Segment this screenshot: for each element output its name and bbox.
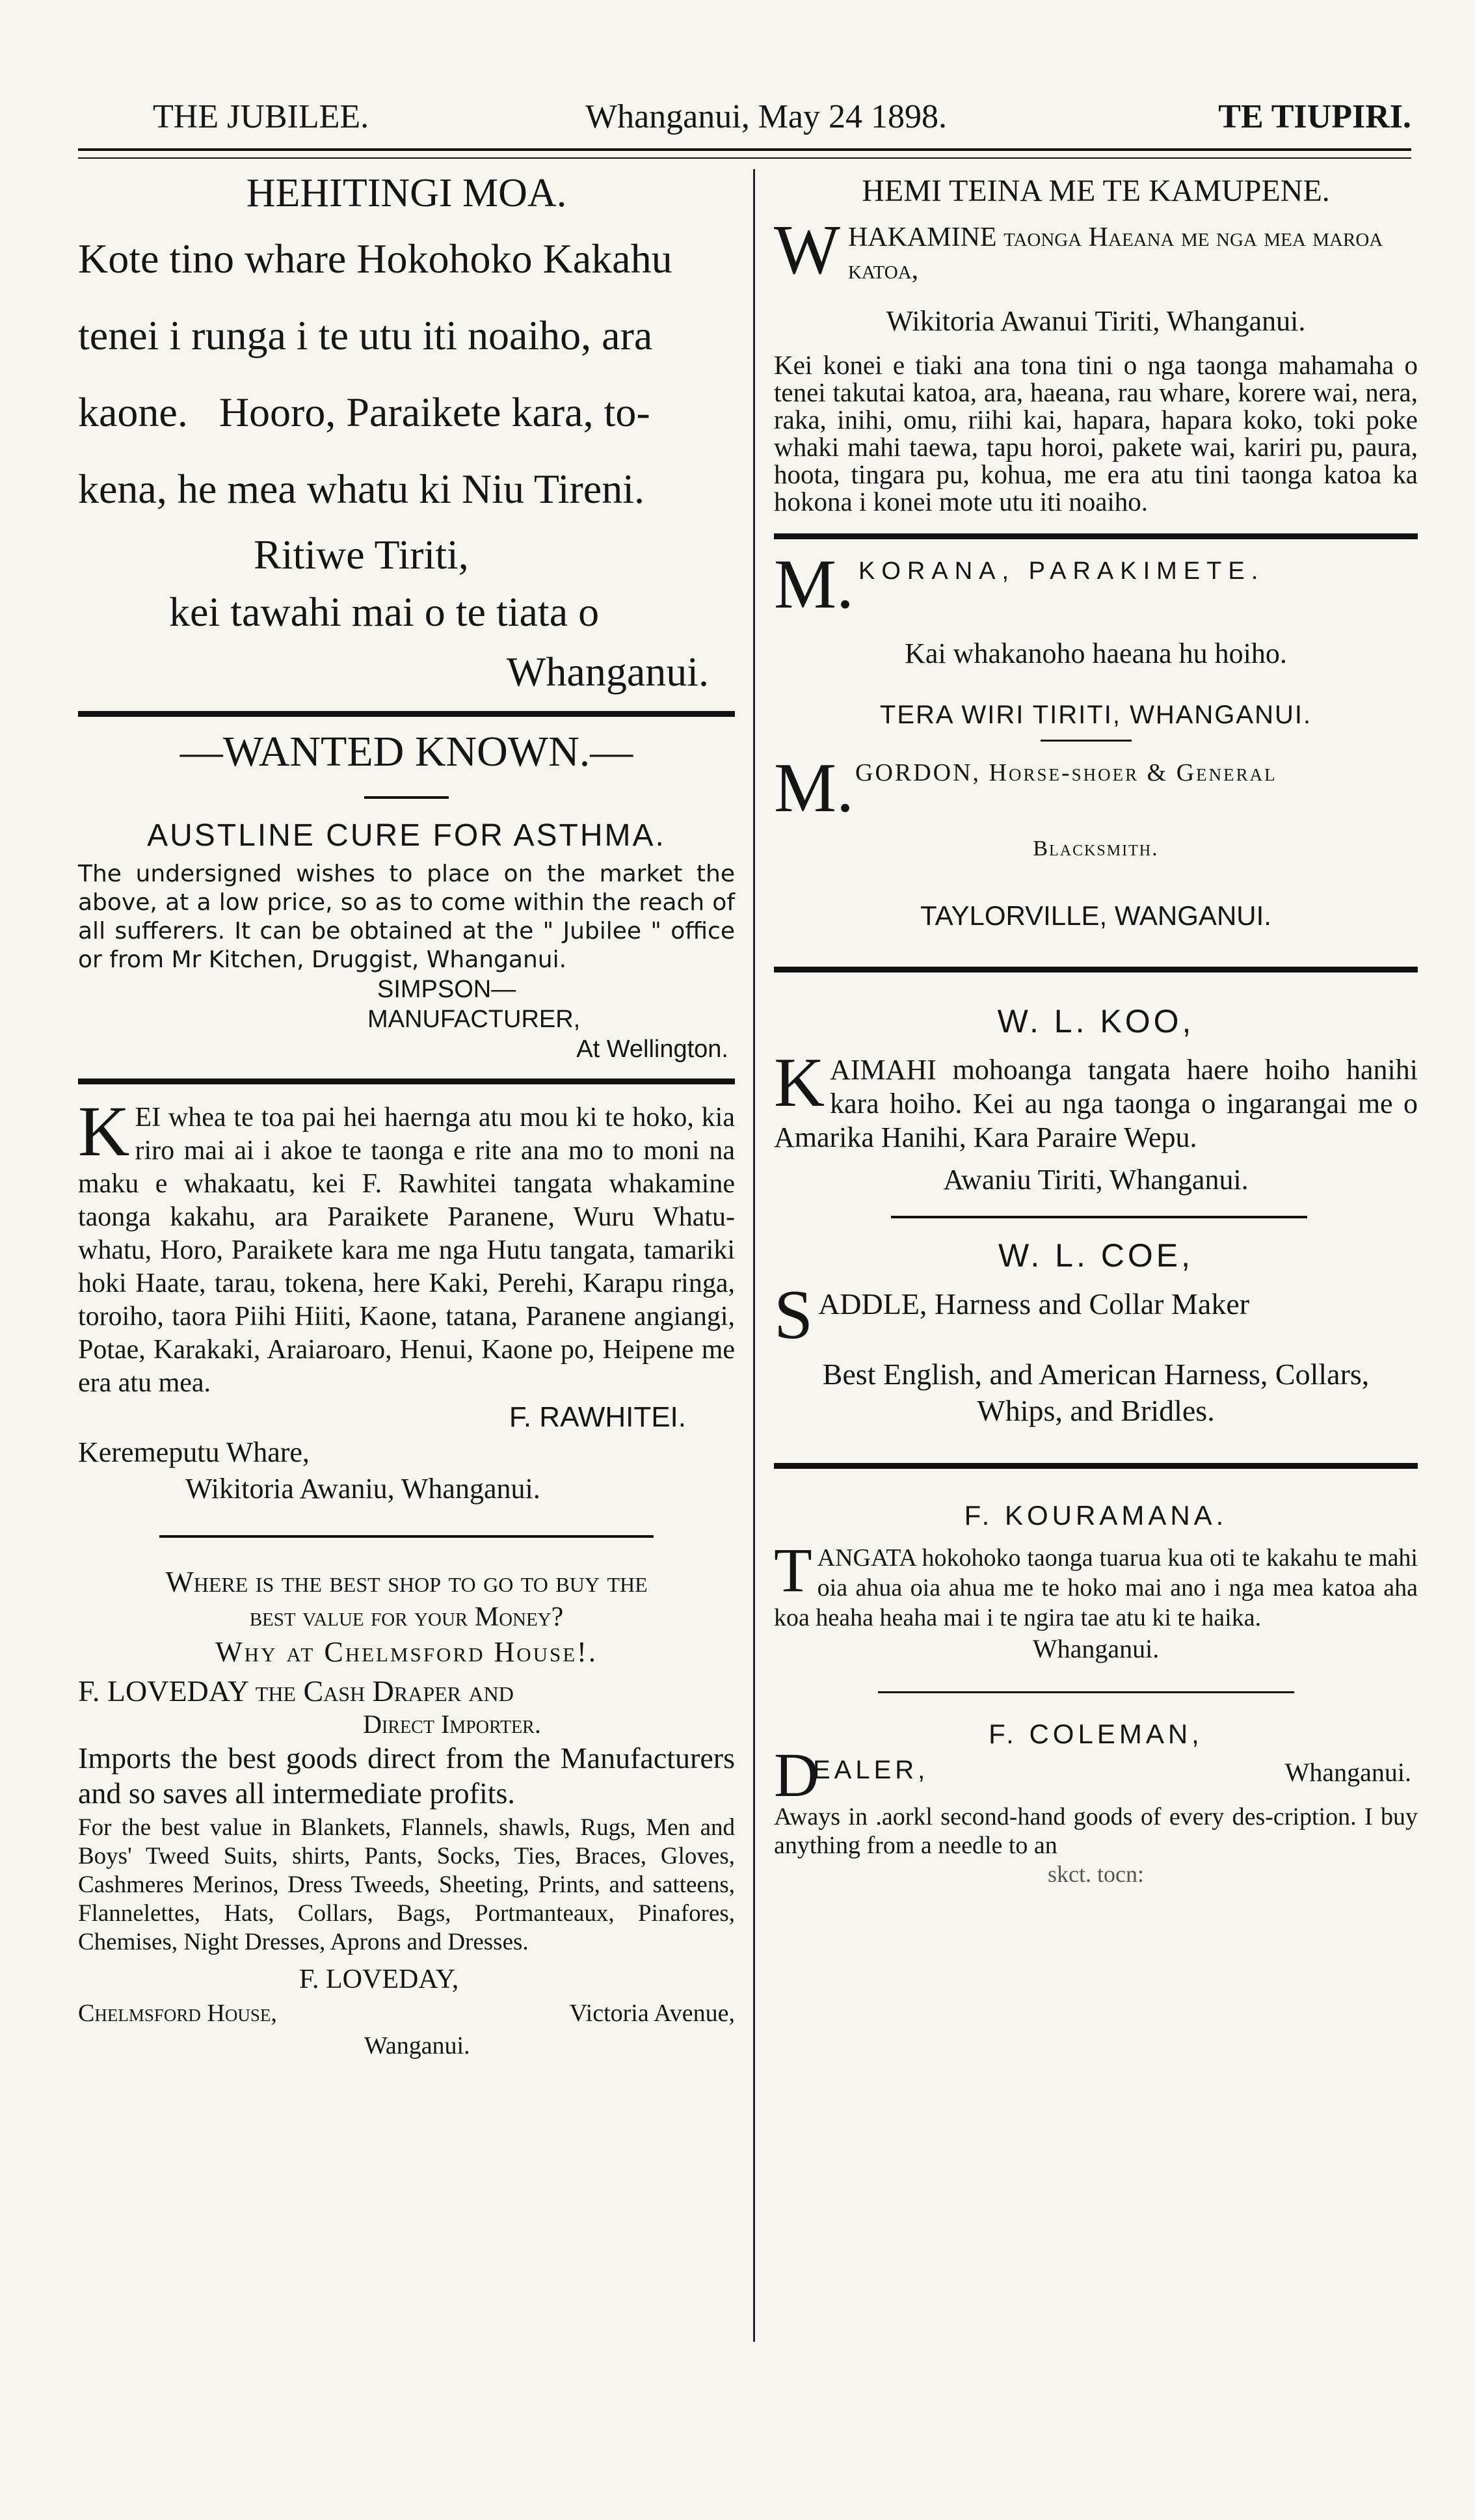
rawhitei-address-1: Keremeputu Whare, (78, 1436, 310, 1468)
rawhitei-address-2: Wikitoria Awaniu, Whanganui. (185, 1473, 540, 1505)
section-rule (774, 533, 1418, 539)
section-rule-thin (891, 1216, 1307, 1218)
hehitingi-line-1: Kote tino whare Hokohoko Kakahu (78, 235, 672, 282)
koo-address: Awaniu Tiriti, Whanganui. (943, 1164, 1249, 1196)
hehitingi-line-4: kena, he mea whatu ki Niu Tireni. (78, 466, 644, 512)
section-rule (774, 1463, 1418, 1469)
loveday-intro-1: Where is the best shop to go to buy the (165, 1565, 648, 1598)
rawhitei-body: EI whea te toa pai hei haernga atu mou ki te hoko, kia riro mai ai i akoe te taonga e rite ana mo to moni na maku e whakaatu, kei F. Rawhitei tangata whakamine taonga kakahu, ara Paraikete Paranene, Wuru Whatu-whatu, Horo, Paraikete kara me nga Hutu tangata, tamariki hoki Haate, tarau, tokena, here Kaki, Perehi, Karapu ringa, toroiho, taora Piihi Hiiti, Kaone, tatana, Paranene angiangi, Potae, Karakaki, Araiaroaro, Henui, Kaone po, Heipene me era atu mea. (78, 1103, 735, 1398)
coe-dropcap: S (774, 1276, 814, 1354)
coleman-last: skct. tocn: (1048, 1861, 1144, 1887)
coe-line: ADDLE, Harness and Collar Maker (818, 1287, 1250, 1320)
rawhitei-body-wrap (78, 1092, 735, 1400)
rawhitei-dropcap: K (78, 1092, 130, 1171)
wanted-body: The undersigned wishes to place on the market the above, at a low price, so as to come within the reach of all sufferers. It can be obtained at the " Jubilee " office or from Mr Kitchen, Druggist, Whanganui. (78, 861, 735, 973)
koo-body-wrap (774, 1044, 1418, 1155)
left-column (78, 170, 735, 2062)
rawhitei-advert (78, 1092, 735, 1508)
koo-heading: W. L. KOO, (997, 1003, 1195, 1039)
coleman-line: EALER, (813, 1756, 929, 1784)
section-rule-thin (878, 1691, 1294, 1693)
loveday-address-left: Chelmsford House, (78, 2000, 277, 2027)
gordon-dropcap: M. (774, 749, 855, 827)
right-column (774, 170, 1418, 1888)
short-rule (1041, 740, 1132, 742)
hehitingi-line-7: Whanganui. (507, 649, 709, 695)
gordon-heading-2: Blacksmith. (1033, 837, 1159, 861)
coleman-heading: F. COLEMAN, (989, 1719, 1203, 1749)
loveday-advert (78, 1564, 735, 2062)
section-rule (774, 967, 1418, 972)
coleman-advert (774, 1717, 1418, 1888)
hemi-location: Wikitoria Awanui Tiriti, Whanganui. (886, 305, 1306, 337)
kouramana-advert (774, 1497, 1418, 1665)
koo-advert (774, 1001, 1418, 1199)
hemi-heading: HEMI TEINA ME TE KAMUPENE. (862, 174, 1330, 208)
korana-line: Kai whakanoho haeana hu hoiho. (905, 637, 1287, 669)
hemi-advert (774, 170, 1418, 515)
coleman-body: Aways in .aorkl second-hand goods of every des-cription. I buy anything from a needle to an (774, 1803, 1418, 1859)
masthead-right-title: TE TIUPIRI. (1218, 98, 1411, 135)
wanted-known-advert (78, 726, 735, 1064)
hehitingi-advert (78, 170, 735, 702)
coleman-dropcap: D (774, 1740, 819, 1810)
gordon-heading: GORDON, Horse-shoer & General (855, 759, 1277, 786)
koo-body: AIMAHI mohoanga tangata haere hoiho hanihi kara hoiho. Kei au nga taonga o ingarangai me o Amarika Hanihi, Kara Paraire Wepu. (774, 1054, 1418, 1153)
hehitingi-line-3: kaone. Hooro, Paraikete kara, to- (78, 389, 650, 435)
section-rule-thin (159, 1535, 654, 1538)
hehitingi-heading: HEHITINGI MOA. (246, 171, 567, 215)
korana-address: TERA WIRI TIRITI, WHANGANUI. (879, 701, 1312, 729)
coe-body: Best English, and American Harness, Collars, Whips, and Bridles. (822, 1358, 1370, 1427)
korana-dropcap: M. (774, 546, 855, 623)
masthead-date: Whanganui, May 24 1898. (585, 98, 948, 135)
loveday-imports: Imports the best goods direct from the Manufacturers and so saves all intermediate profits. (78, 1741, 735, 1810)
kouramana-dropcap: T (774, 1535, 812, 1605)
korana-advert (774, 546, 1418, 742)
coe-line-wrap (774, 1276, 1418, 1354)
kouramana-city: Whanganui. (1032, 1634, 1160, 1663)
hemi-dropcap: W (774, 211, 840, 289)
masthead-rule-secondary (78, 157, 1411, 159)
coe-advert (774, 1235, 1418, 1429)
masthead-rule (78, 148, 1411, 151)
kouramana-body: ANGATA hokohoko taonga tuarua kua oti te kakahu te mahi oia ahua oia ahua me te hoko mai ano i nga mea katoa aha koa heaha heaha mai i te ngira tae atu ki te haika. (774, 1544, 1418, 1631)
loveday-address-city: Wanganui. (364, 2032, 470, 2059)
wanted-sig-1: SIMPSON— (377, 976, 516, 1003)
loveday-address-right: Victoria Avenue, (569, 2000, 735, 2027)
loveday-name-line: F. LOVEDAY the Cash Draper and (78, 1674, 514, 1708)
coe-heading: W. L. COE, (998, 1237, 1194, 1274)
masthead (78, 98, 1411, 156)
wanted-subheading: AUSTLINE CURE FOR ASTHMA. (147, 818, 666, 853)
hemi-intro: HAKAMINE taonga Haeana me nga mea maroa katoa, (847, 222, 1383, 285)
masthead-left-title: THE JUBILEE. (153, 98, 369, 135)
loveday-name-line-2: Direct Importer. (363, 1709, 541, 1739)
hehitingi-body (78, 221, 735, 702)
section-rule (78, 711, 735, 717)
kouramana-body-wrap (774, 1535, 1418, 1633)
gordon-address: TAYLORVILLE, WANGANUI. (920, 900, 1271, 931)
wanted-heading: —WANTED KNOWN.— (179, 728, 633, 775)
loveday-details: For the best value in Blankets, Flannels, shawls, Rugs, Men and Boys' Tweed Suits, shirts, Pants, Socks, Ties, Braces, Gloves, Cashmeres Merinos, Dress Tweeds, Sheeting, Prints, and satteens, Flannelettes, Hats, Collars, Bags, Portmanteaux, Pinafores, Chemises, Night Dresses, Aprons and Dresses. (78, 1814, 735, 1955)
wanted-sig-2: MANUFACTURER, (367, 1006, 581, 1033)
section-rule (78, 1079, 735, 1084)
short-rule (364, 796, 449, 799)
loveday-intro-2: best value for your Money? (249, 1602, 564, 1632)
hehitingi-line-6: kei tawahi mai o te tiata o (169, 589, 600, 635)
column-divider (753, 169, 755, 2342)
rawhitei-signature: F. RAWHITEI. (509, 1401, 686, 1433)
hehitingi-line-2: tenei i runga i te utu iti noaiho, ara (78, 312, 653, 358)
korana-heading: KORANA, PARAKIMETE. (858, 557, 1265, 585)
hemi-intro-wrap (774, 211, 1418, 289)
hehitingi-line-5: Ritiwe Tiriti, (254, 531, 469, 578)
koo-dropcap: K (774, 1044, 825, 1121)
loveday-intro-3: Why at Chelmsford House!. (215, 1636, 598, 1668)
wanted-sig-3: At Wellington. (576, 1036, 728, 1063)
loveday-signature: F. LOVEDAY, (299, 1964, 459, 1994)
coleman-line-right: Whanganui. (1284, 1758, 1411, 1787)
kouramana-heading: F. KOURAMANA. (964, 1500, 1228, 1531)
gordon-advert (774, 749, 1418, 934)
hemi-body: Kei konei e tiaki ana tona tini o nga taonga mahamaha o tenei takutai katoa, ara, haeana, rau whare, korere wai, nera, raka, inihi, omu, riihi kai, hapara, hapara koko, toki poke whaki mahi taewa, tapu horoi, pakete wai, kariri pu, paura, hoota, tingara pu, kohua, me era atu tini taonga katoa ka hokona i konei mote utu iti noaiho. (774, 350, 1418, 516)
